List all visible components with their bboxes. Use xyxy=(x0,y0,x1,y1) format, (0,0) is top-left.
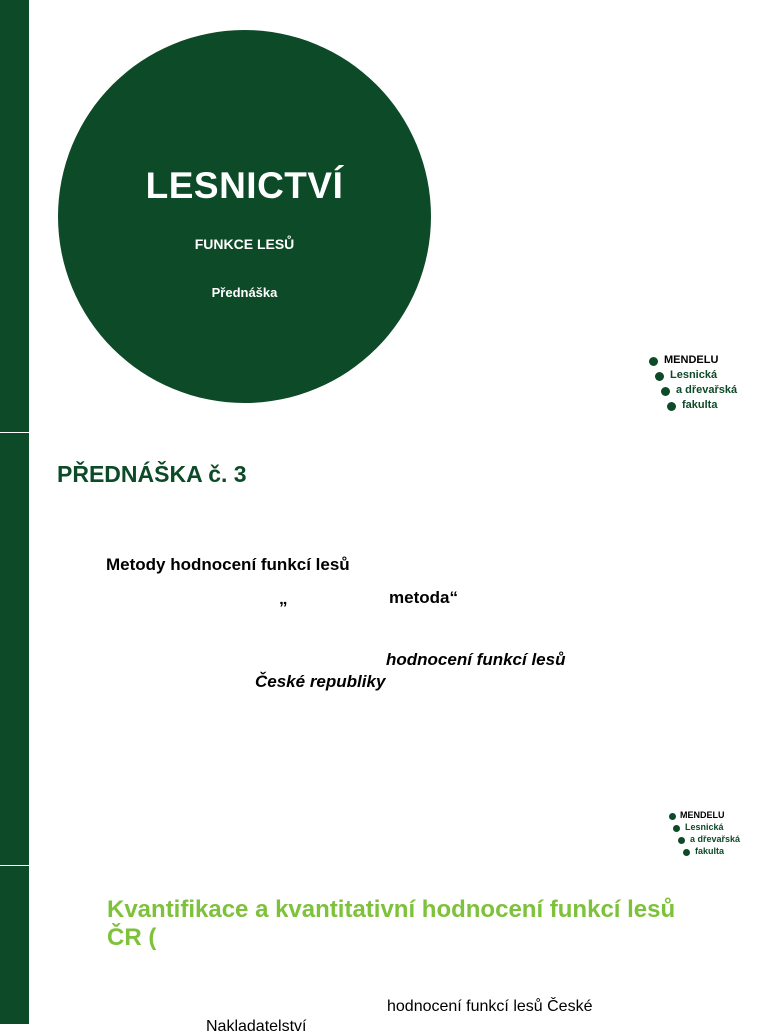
body-text-line2: Nakladatelství xyxy=(206,1018,307,1035)
slide-subtitle: FUNKCE LESŮ xyxy=(194,236,295,252)
logo-line4: fakulta xyxy=(682,399,718,411)
metoda-text: metoda“ xyxy=(389,588,458,607)
italic-line1: hodnocení funkcí lesů xyxy=(386,650,566,669)
title-circle xyxy=(58,30,431,403)
slide-divider xyxy=(0,432,29,433)
logo-dot-icon xyxy=(667,402,676,411)
side-bar xyxy=(0,866,29,1024)
logo-line3: a dřevařská xyxy=(690,834,741,844)
logo-dot-icon xyxy=(669,813,676,820)
logo-dot-icon xyxy=(683,849,690,856)
side-bar xyxy=(0,0,29,432)
mendelu-logo xyxy=(648,354,758,414)
mendelu-logo xyxy=(668,810,758,860)
logo-dot-icon xyxy=(655,372,664,381)
body-text-line1: hodnocení funkcí lesů České xyxy=(387,998,593,1015)
logo-line2: Lesnická xyxy=(670,369,718,381)
logo-line1: MENDELU xyxy=(680,810,725,820)
slide-heading: Kvantifikace a kvantitativní hodnocení funkcí lesů ČR ( xyxy=(107,896,676,951)
logo-line1: MENDELU xyxy=(664,354,719,366)
side-bar xyxy=(0,433,29,865)
slide-kind: Přednáška xyxy=(211,285,278,300)
logo-line3: a dřevařská xyxy=(676,384,738,396)
topic-line: Metody hodnocení funkcí lesů xyxy=(106,555,350,574)
logo-dot-icon xyxy=(673,825,680,832)
logo-dot-icon xyxy=(661,387,670,396)
logo-dot-icon xyxy=(649,357,658,366)
slide-title xyxy=(0,0,768,432)
italic-line2: České republiky xyxy=(255,672,386,691)
slide-divider xyxy=(0,865,29,866)
logo-line4: fakulta xyxy=(695,846,725,856)
logo-dot-icon xyxy=(678,837,685,844)
quote-open: „ xyxy=(279,589,288,608)
slide-quantification xyxy=(0,866,768,1035)
slide-title-text: LESNICTVÍ xyxy=(145,165,344,206)
logo-line2: Lesnická xyxy=(685,822,724,832)
slide-lecture-3 xyxy=(0,433,768,865)
slide-heading: PŘEDNÁŠKA č. 3 xyxy=(57,461,247,487)
